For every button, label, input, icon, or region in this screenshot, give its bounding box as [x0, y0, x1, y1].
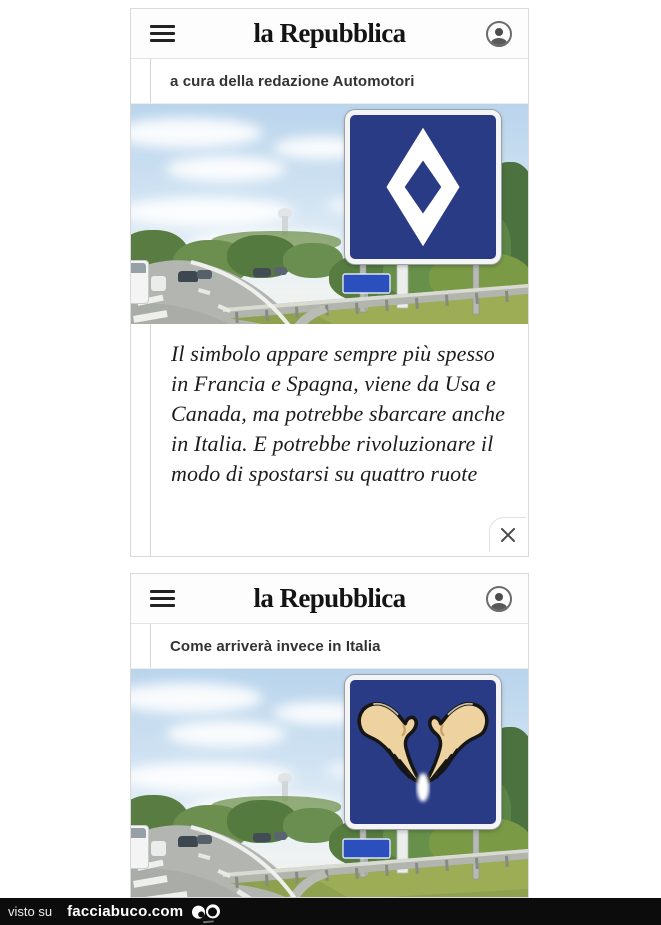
article-photo-hands-sign	[131, 669, 528, 897]
masthead-logo[interactable]: la Repubblica	[253, 18, 406, 48]
app-header	[131, 9, 528, 59]
white-car	[151, 841, 166, 856]
app-header	[131, 574, 528, 624]
seen-on-label: visto su	[8, 904, 53, 919]
hamburger-icon[interactable]	[150, 25, 175, 42]
news-app-screenshot-2	[130, 573, 529, 898]
profile-head-shape	[495, 28, 503, 36]
dark-car	[178, 836, 198, 847]
dark-car	[253, 833, 271, 842]
left-eye	[192, 905, 206, 919]
profile-shoulders-shape	[491, 603, 507, 612]
byline-row	[131, 59, 528, 104]
white-van	[131, 825, 149, 869]
news-app-screenshot-1	[130, 8, 529, 557]
hand-gesture-road-sign	[345, 675, 501, 829]
article-summary: Il simbolo appare sempre più spesso in Francia e Spagna, viene da Usa e Canada, ma potrebbe sbarcare anche in Italia. E potrebbe rivoluzionare il modo di spostarsi su quattro ruote	[171, 341, 505, 486]
hamburger-icon[interactable]	[150, 590, 175, 607]
profile-shoulders-shape	[491, 38, 507, 47]
white-diamond-icon	[360, 118, 486, 256]
close-icon[interactable]	[489, 517, 526, 552]
white-van	[131, 260, 149, 304]
dark-car	[197, 270, 212, 279]
pinched-hands-icon	[352, 689, 494, 815]
dark-car	[197, 835, 212, 844]
white-car	[151, 276, 166, 291]
dark-car	[178, 271, 198, 282]
user-account-icon[interactable]	[486, 21, 512, 47]
article-summary-block	[131, 324, 528, 556]
highway-scene	[131, 104, 528, 324]
byline-text: a cura della redazione Automotori	[170, 72, 415, 90]
byline-row	[131, 624, 528, 669]
highway-scene	[131, 669, 528, 897]
watermark-bar	[0, 898, 661, 925]
user-account-icon[interactable]	[486, 586, 512, 612]
dark-car	[274, 832, 287, 840]
dark-car	[253, 268, 271, 277]
byline-text: Come arriverà invece in Italia	[170, 637, 381, 655]
masthead-logo[interactable]: la Repubblica	[253, 583, 406, 613]
dark-car	[274, 267, 287, 275]
googly-eyes-icon	[192, 903, 221, 919]
right-eye	[206, 903, 221, 918]
profile-head-shape	[495, 593, 503, 601]
article-photo-diamond-sign	[131, 104, 528, 324]
diamond-road-sign	[345, 110, 501, 264]
site-name: facciabuco.com	[67, 903, 184, 920]
